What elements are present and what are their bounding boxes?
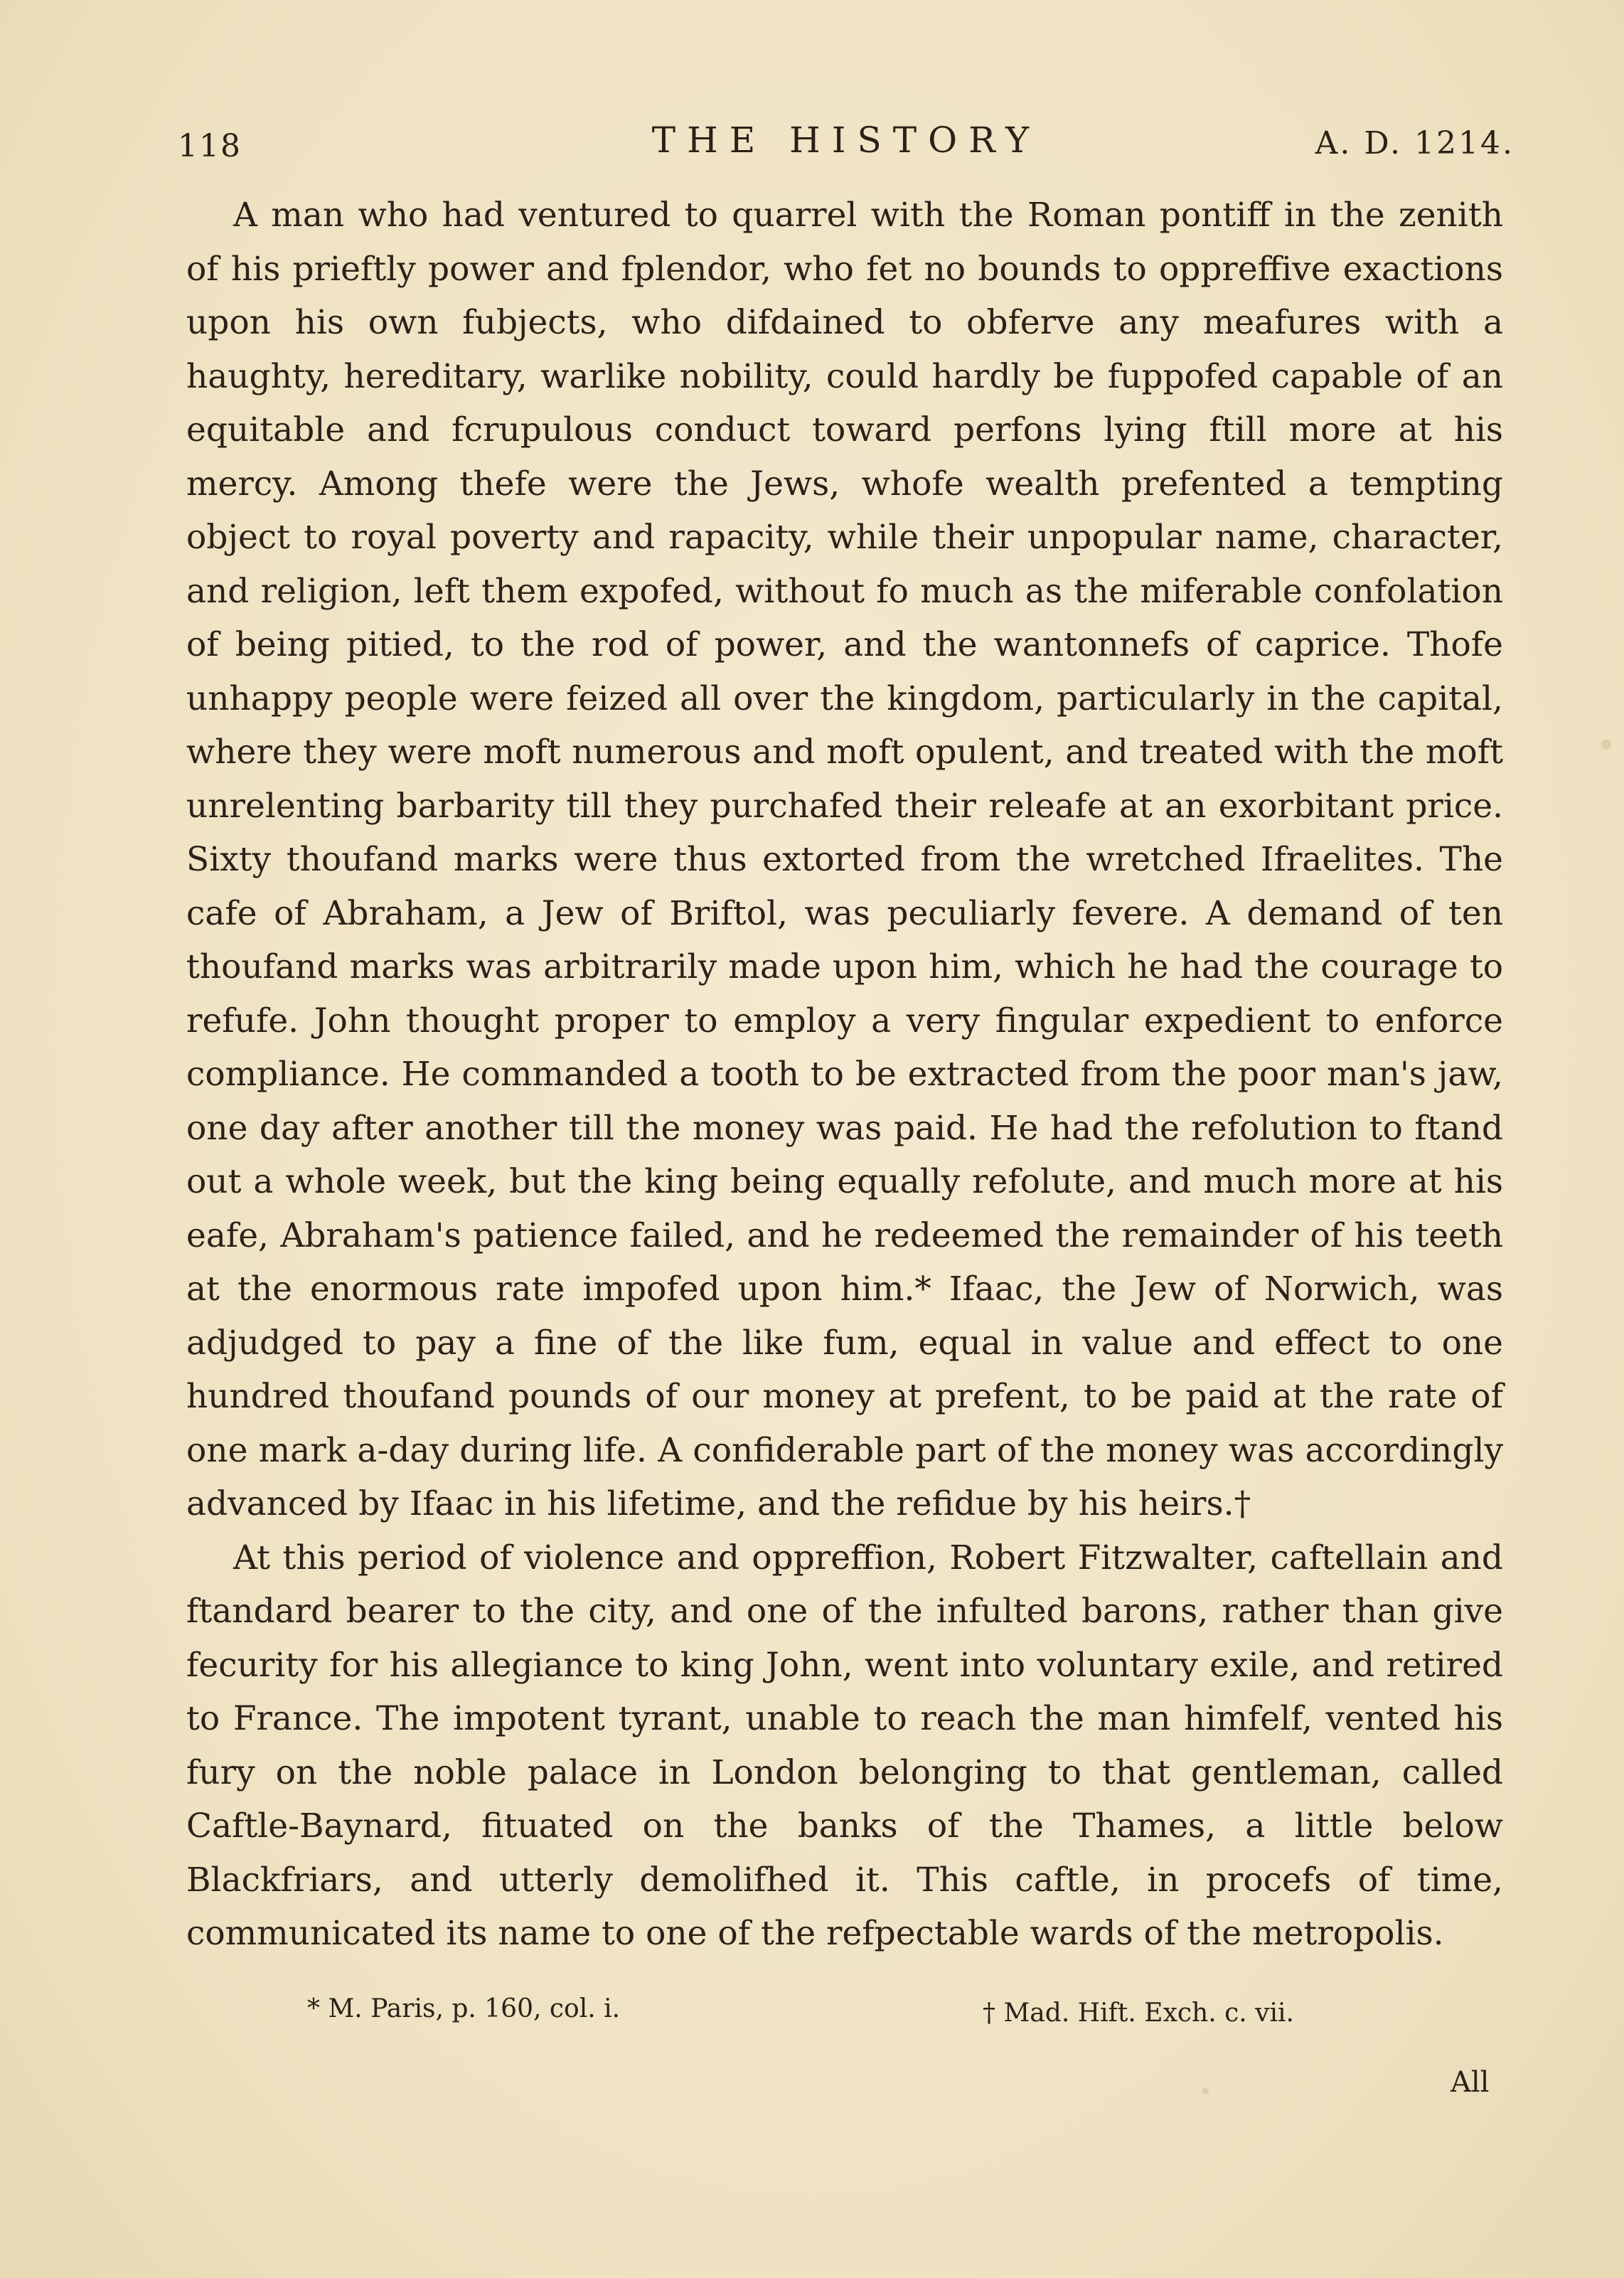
running-date: A. D. 1214. xyxy=(1315,125,1515,161)
paragraph-1: A man who had ventured to quarrel with the Roman pontiff in the zenith of his prieftly power and fplendor, who fet no bounds to oppreffive exactions upon his own fubjects, who difdained to obferve any meafures with a haughty, hereditary, warlike nobility, could hardly be fuppofed capable of an equitable and fcrupulous conduct toward perfons lying ftill more at his mercy. Among thefe were the Jews, whofe wealth prefented a tempting object to royal poverty and rapacity, while their unpopular name, character, and religion, left them expofed, without fo much as the miferable confolation of being pitied, to the rod of power, and the wantonnefs of caprice. Thofe unhappy people were feized all over the kingdom, particularly in the capital, where they were moft numerous and moft opulent, and treated with the moft unrelenting barbarity till they purchafed their releafe at an exorbitant price. Sixty thoufand marks were thus extorted from the wretched Ifraelites. The cafe of Abraham, a Jew of Briftol, was peculiarly fevere. A demand of ten thoufand marks was arbitrarily made upon him, which he had the courage to refufe. John thought proper to employ a very fingular expedient to enforce compliance. He commanded a tooth to be extracted from the poor man's jaw, one day after another till the money was paid. He had the refolution to ftand out a whole week, but the king being equally refolute, and much more at his eafe, Abraham's patience failed, and he redeemed the remainder of his teeth at the enormous rate impofed upon him.* Ifaac, the Jew of Norwich, was adjudged to pay a fine of the like fum, equal in value and effect to one hundred thoufand pounds of our money at prefent, to be paid at the rate of one mark a-day during life. A confiderable part of the money was accordingly advanced by Ifaac in his lifetime, and the refidue by his heirs.† xyxy=(186,196,1503,1523)
footnote-madox: † Mad. Hift. Exch. c. vii. xyxy=(983,1998,1294,2028)
page-header xyxy=(178,119,1515,176)
paper-stain xyxy=(1202,2087,1209,2095)
footnotes xyxy=(307,1994,1374,2037)
running-title: THE HISTORY xyxy=(651,119,1041,161)
paragraph-2: At this period of violence and oppreffion, Robert Fitzwalter, caftellain and ftandard bearer to the city, and one of the infulted barons, rather than give fecurity for his allegiance to king John, went into voluntary exile, and retired to France. The impotent tyrant, unable to reach the man himfelf, vented his fury on the noble palace in London belonging to that gentleman, called Caftle-Baynard, fituated on the banks of the Thames, a little below Blackfriars, and utterly demolifhed it. This caftle, in procefs of time, communicated its name to one of the refpectable wards of the metropolis. xyxy=(186,1538,1503,1953)
body-text xyxy=(186,188,1503,1961)
footnote-paris: * M. Paris, p. 160, col. i. xyxy=(307,1994,621,2023)
page-number: 118 xyxy=(178,128,242,164)
catchword: All xyxy=(1451,2066,1490,2099)
paper-stain xyxy=(1601,740,1611,750)
